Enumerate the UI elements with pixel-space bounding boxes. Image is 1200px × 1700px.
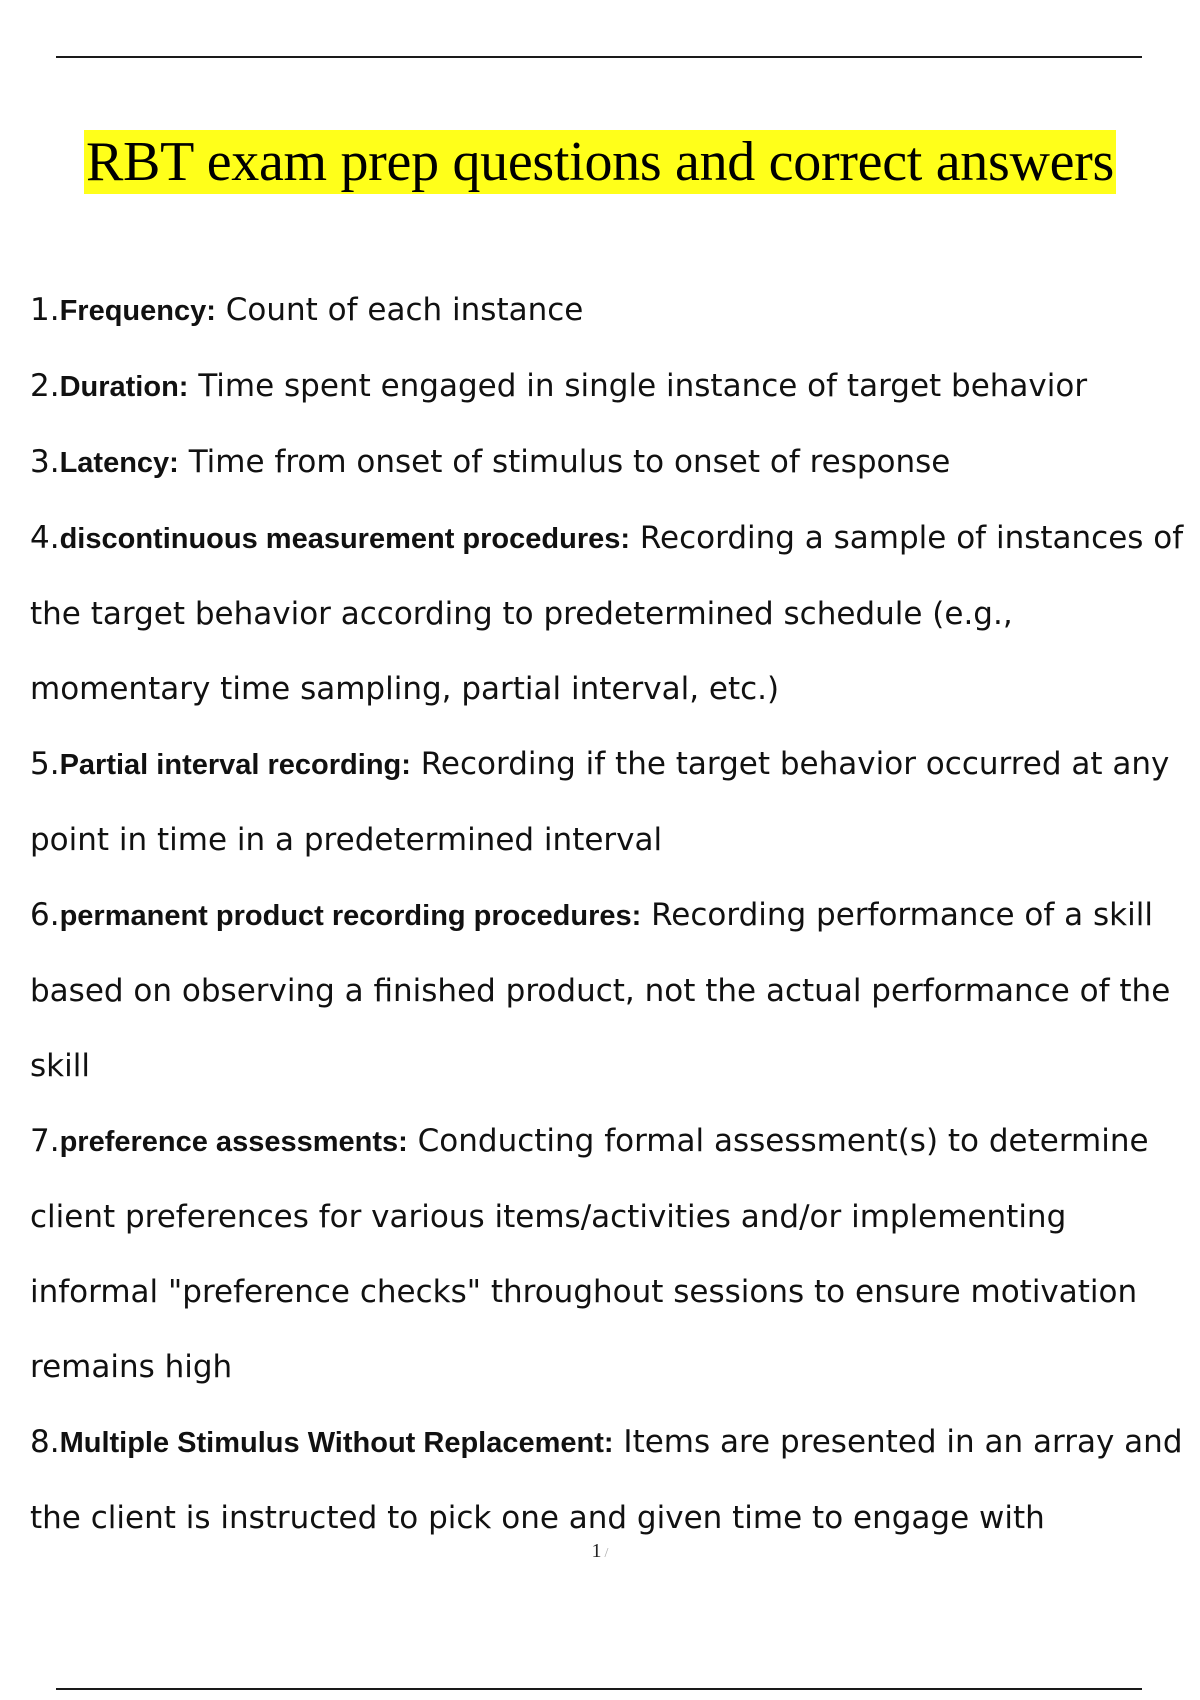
entry-definition: Recording performance of a skill based on observing a finished product, not the actual performance of the skill xyxy=(30,897,1171,1084)
entry-number: 4. xyxy=(30,520,60,556)
entry-term: Multiple Stimulus Without Replacement: xyxy=(59,1427,614,1459)
page-separator: / xyxy=(604,1546,609,1561)
list-item xyxy=(30,501,1200,727)
document-title: RBT exam prep questions and correct answers xyxy=(86,131,1114,193)
list-item xyxy=(30,349,1200,425)
entry-number: 5. xyxy=(30,746,60,782)
bottom-divider xyxy=(56,1688,1142,1690)
entry-list xyxy=(30,273,1200,1556)
page-number-value: 1 xyxy=(591,1540,602,1562)
top-divider xyxy=(56,56,1142,58)
entry-number: 3. xyxy=(30,444,60,480)
entry-definition: Items are presented in an array and the client is instructed to pick one and given time to engage with xyxy=(30,1424,1183,1536)
entry-term: Duration: xyxy=(59,371,189,403)
list-item xyxy=(30,727,1200,878)
entry-number: 1. xyxy=(30,292,60,328)
entry-number: 8. xyxy=(30,1424,60,1460)
list-item xyxy=(30,273,1200,349)
entry-definition: Time spent engaged in single instance of target behavior xyxy=(198,368,1088,404)
entry-definition: Recording if the target behavior occurred at any point in time in a predetermined interval xyxy=(30,746,1170,858)
title-container xyxy=(0,130,1200,194)
entry-number: 2. xyxy=(30,368,60,404)
entry-term: permanent product recording procedures: xyxy=(59,900,642,932)
entry-term: preference assessments: xyxy=(59,1126,408,1158)
entry-number: 6. xyxy=(30,897,60,933)
list-item xyxy=(30,425,1200,501)
entry-definition: Time from onset of stimulus to onset of response xyxy=(188,444,951,480)
entry-term: discontinuous measurement procedures: xyxy=(59,523,631,555)
page-number xyxy=(0,1540,1200,1563)
entry-definition: Count of each instance xyxy=(225,292,584,328)
list-item xyxy=(30,1405,1200,1556)
entry-number: 7. xyxy=(30,1123,60,1159)
list-item xyxy=(30,1104,1200,1405)
entry-definition: Conducting formal assessment(s) to determine client preferences for various items/activities and/or implementing informal "preference checks" throughout sessions to ensure motivation remains high xyxy=(30,1123,1149,1385)
entry-definition: Recording a sample of instances of the target behavior according to predetermined schedule (e.g., momentary time sampling, partial interval, etc.) xyxy=(30,520,1184,707)
list-item xyxy=(30,878,1200,1104)
entry-term: Frequency: xyxy=(59,295,216,327)
entry-term: Latency: xyxy=(59,447,179,479)
entry-term: Partial interval recording: xyxy=(59,749,411,781)
